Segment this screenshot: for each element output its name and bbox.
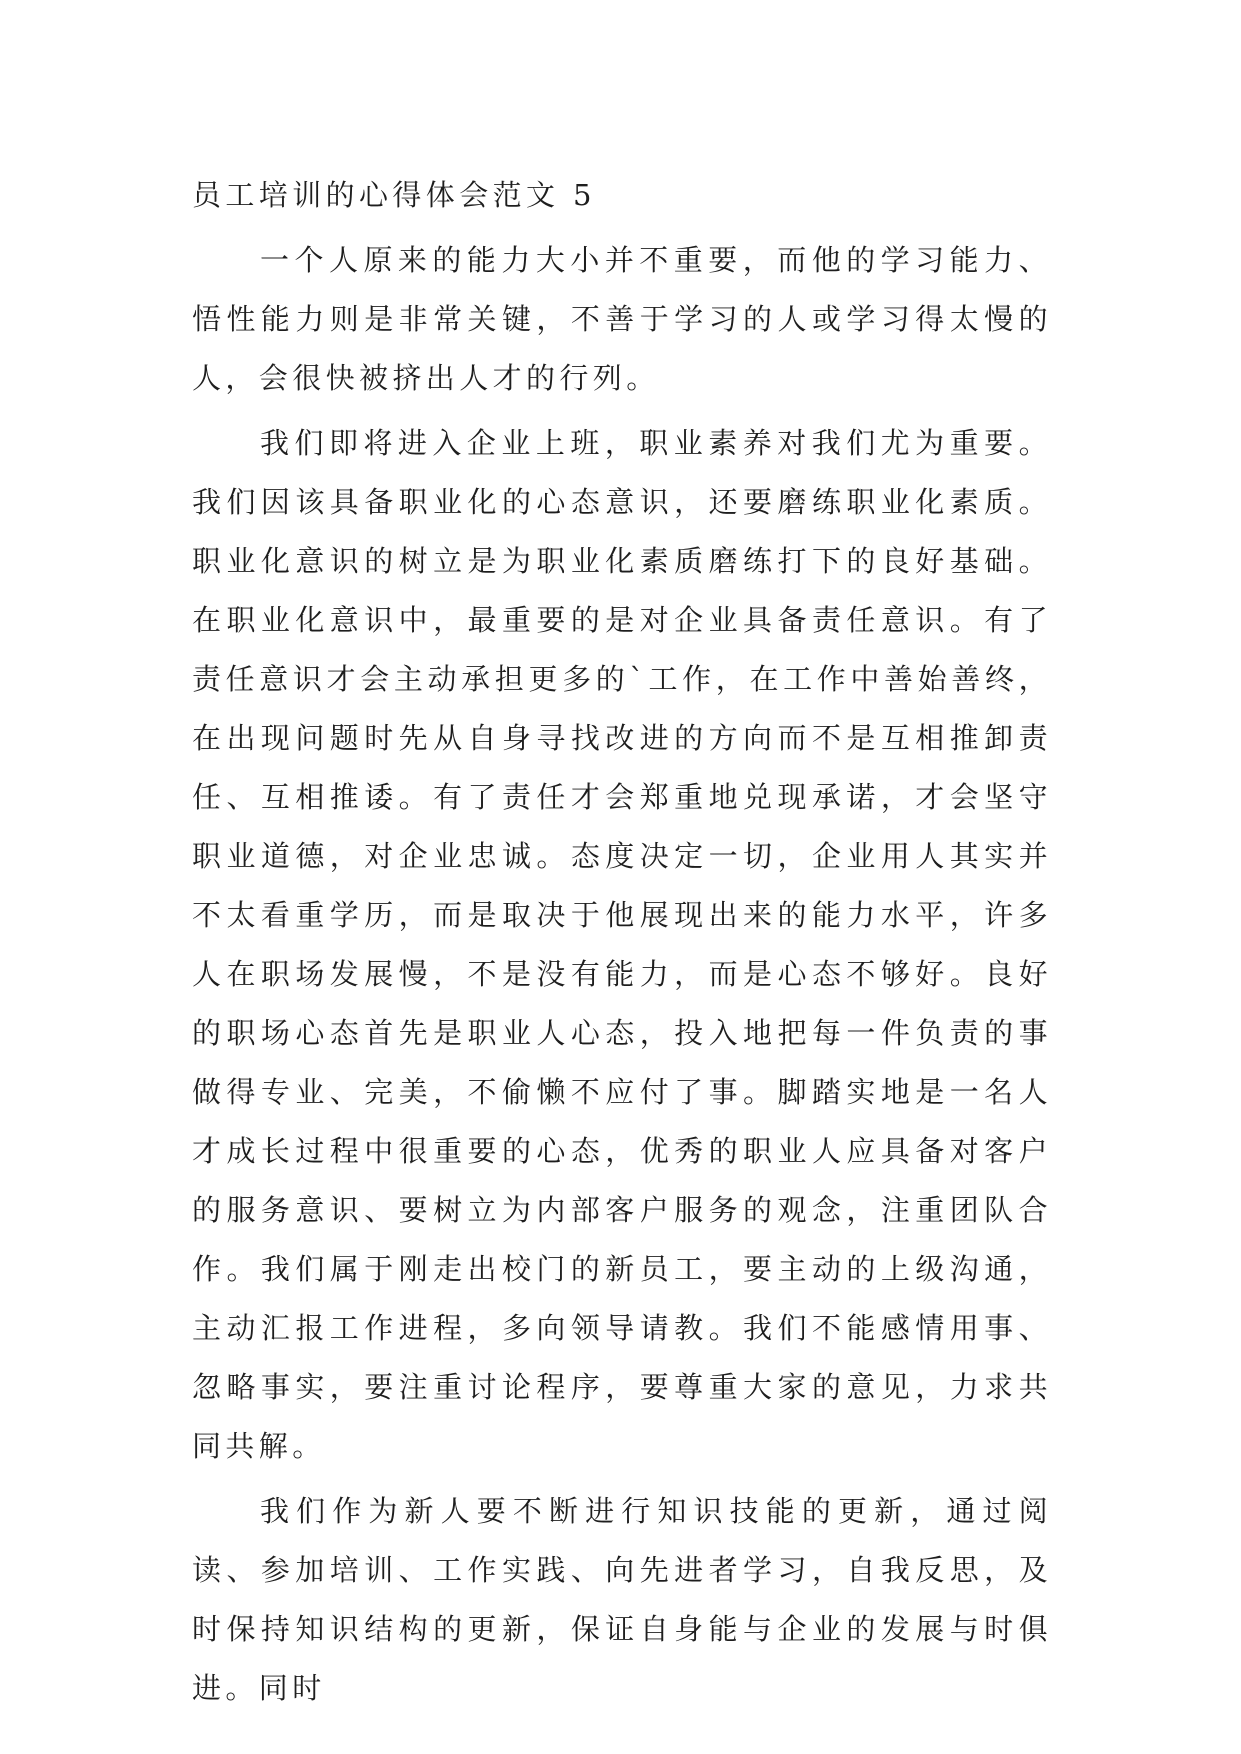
- document-body: [192, 166, 1052, 1718]
- paragraph-2: 我们即将进入企业上班，职业素养对我们尤为重要。我们因该具备职业化的心态意识，还要磨练职业化素质。职业化意识的树立是为职业化素质磨练打下的良好基础。在职业化意识中，最重要的是对企业具备责任意识。有了责任意识才会主动承担更多的`工作，在工作中善始善终，在出现问题时先从自身寻找改进的方向而不是互相推卸责任、互相推诿。有了责任才会郑重地兑现承诺，才会坚守职业道德，对企业忠诚。态度决定一切，企业用人其实并不太看重学历，而是取决于他展现出来的能力水平，许多人在职场发展慢，不是没有能力，而是心态不够好。良好的职场心态首先是职业人心态，投入地把每一件负责的事做得专业、完美，不偷懒不应付了事。脚踏实地是一名人才成长过程中很重要的心态，优秀的职业人应具备对客户的服务意识、要树立为内部客户服务的观念，注重团队合作。我们属于刚走出校门的新员工，要主动的上级沟通，主动汇报工作进程，多向领导请教。我们不能感情用事、忽略事实，要注重讨论程序，要尊重大家的意见，力求共同共解。: [192, 426, 1052, 1463]
- paragraph-1: 一个人原来的能力大小并不重要，而他的学习能力、悟性能力则是非常关键，不善于学习的人或学习得太慢的人，会很快被挤出人才的行列。: [192, 243, 1052, 395]
- document-title: 员工培训的心得体会范文 5: [192, 178, 596, 212]
- paragraph-3: 我们作为新人要不断进行知识技能的更新，通过阅读、参加培训、工作实践、向先进者学习，自我反思，及时保持知识结构的更新，保证自身能与企业的发展与时俱进。同时: [192, 1494, 1052, 1705]
